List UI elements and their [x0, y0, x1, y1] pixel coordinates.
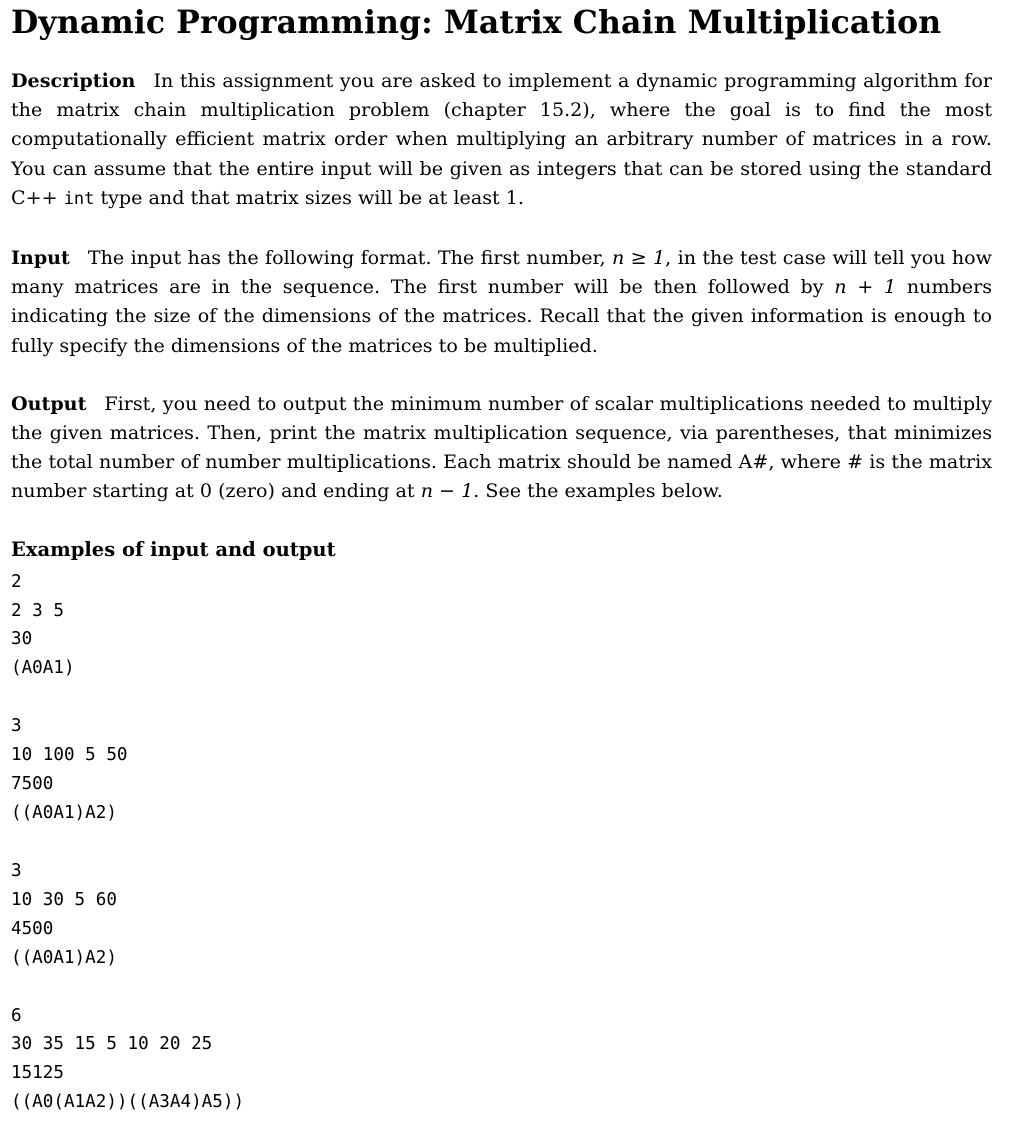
- example-block-2: [11, 712, 992, 828]
- output-math-1: n − 1: [420, 479, 474, 503]
- example-order: ((A0(A1A2))((A3A4)A5)): [11, 1092, 245, 1113]
- example-cost: 30: [11, 629, 33, 650]
- example-dims: 10 100 5 50: [11, 745, 128, 766]
- description-paragraph: [11, 66, 992, 214]
- example-n: 3: [11, 860, 22, 881]
- example-n: 3: [11, 716, 22, 737]
- output-text-1: First, you need to output the minimum number of scalar multiplications needed to multiply the given matrices. Then, print the matrix multiplication sequence, via parentheses, that minimizes the total number of number multiplications. Each matrix should be named A#, where # is the matrix number starting at 0 (zero) and ending at: [11, 391, 992, 503]
- output-heading: Output: [11, 391, 87, 415]
- document-page: [11, 0, 992, 1146]
- example-n: 6: [11, 1005, 22, 1026]
- output-paragraph: [11, 389, 992, 506]
- example-cost: 7500: [11, 774, 54, 795]
- output-text-2: . See the examples below.: [473, 479, 723, 503]
- input-paragraph: [11, 243, 992, 360]
- input-text-3: numbers indicating the size of the dimensions of the matrices. Recall that the given information is enough to fully specify the dimensions of the matrices to be multiplied.: [11, 275, 992, 357]
- example-order: (A0A1): [11, 658, 75, 679]
- example-dims: 30 35 15 5 10 20 25: [11, 1034, 213, 1055]
- page-title: Dynamic Programming: Matrix Chain Multiplication: [11, 4, 942, 41]
- examples-heading: Examples of input and output: [11, 537, 336, 561]
- description-text-2: type and that matrix sizes will be at least 1.: [94, 185, 524, 209]
- input-math-2: n + 1: [834, 275, 897, 299]
- example-block-1: [11, 568, 992, 684]
- example-block-3: [11, 857, 992, 973]
- description-code: int: [63, 188, 95, 209]
- example-block-4: [11, 1002, 992, 1118]
- input-math-1: n ≥ 1: [611, 246, 666, 270]
- example-n: 2: [11, 571, 22, 592]
- input-text-1: The input has the following format. The first number,: [87, 246, 612, 270]
- example-dims: 10 30 5 60: [11, 889, 117, 910]
- input-heading: Input: [11, 246, 70, 270]
- example-dims: 2 3 5: [11, 600, 64, 621]
- example-order: ((A0A1)A2): [11, 947, 117, 968]
- examples-list: [11, 568, 992, 1118]
- example-cost: 15125: [11, 1063, 64, 1084]
- input-text-2: , in the test case will tell you how many matrices are in the sequence. The first number will be then followed by: [11, 246, 992, 299]
- example-cost: 4500: [11, 918, 54, 939]
- example-order: ((A0A1)A2): [11, 802, 117, 823]
- description-text-1: In this assignment you are asked to implement a dynamic programming algorithm for the matrix chain multiplication problem (chapter 15.2), where the goal is to find the most computationally efficient matrix order when multiplying an arbitrary number of matrices in a row. You can assume that the entire input will be given as integers that can be stored using the standard C++: [11, 69, 992, 209]
- description-heading: Description: [11, 69, 136, 92]
